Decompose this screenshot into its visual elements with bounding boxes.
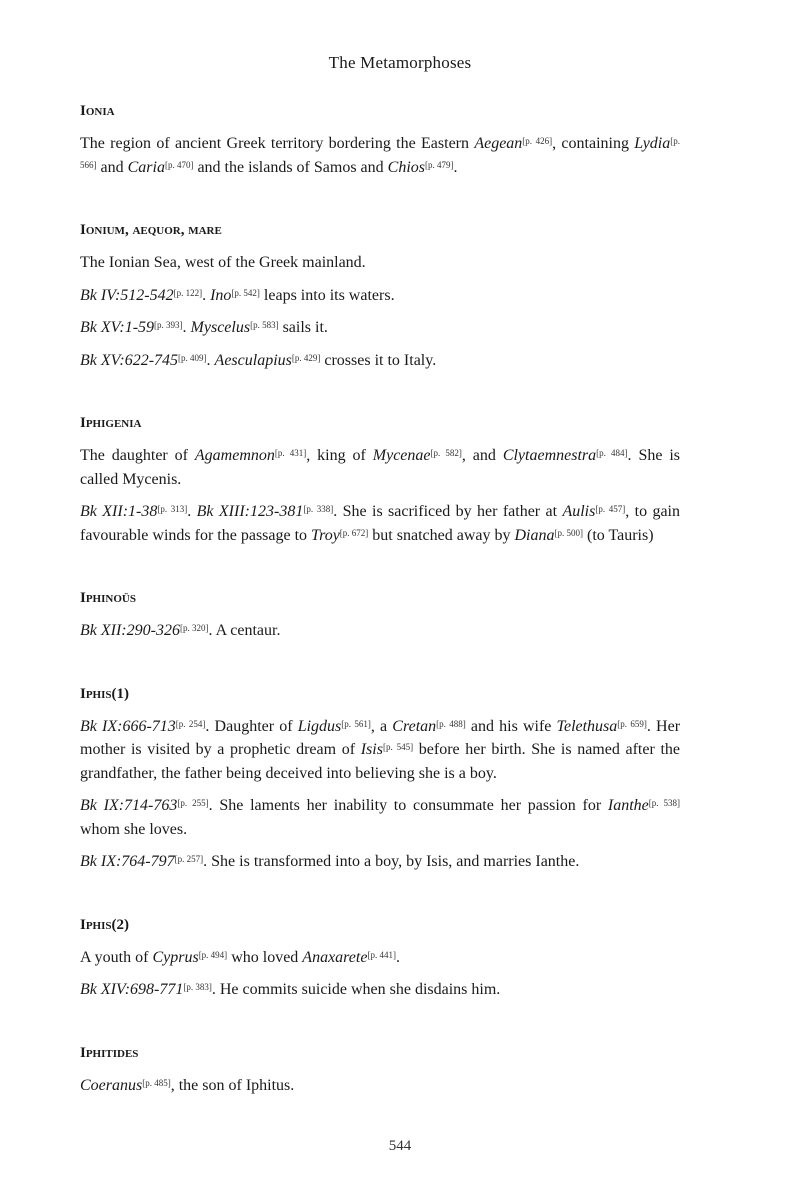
page-reference-link[interactable]: [p. 393]	[154, 320, 183, 330]
entry	[80, 587, 680, 643]
entry-headword: Ionia	[80, 103, 115, 119]
page-reference-link[interactable]: [p. 485]	[142, 1077, 171, 1088]
body-text: . Her mother is visited by a prophetic dream of	[80, 717, 681, 758]
page-reference-link[interactable]: [p. 383]	[183, 982, 212, 992]
entry-paragraph	[80, 1074, 680, 1098]
cross-reference-term: Isis	[360, 741, 383, 758]
entry-paragraph	[80, 850, 680, 874]
cross-reference-term: Bk IX:714-763	[80, 797, 178, 814]
entry-paragraph	[80, 500, 680, 547]
body-text: but snatched away by	[368, 526, 515, 544]
cross-reference-term: Bk IV:512-542	[80, 286, 174, 304]
cross-reference-term: Chios	[387, 158, 425, 176]
entry-headword: Iphinoüs	[80, 590, 136, 606]
body-text: .	[187, 503, 197, 520]
body-text: . A centaur.	[208, 622, 281, 639]
page-reference-link[interactable]: [p. 338]	[303, 504, 334, 514]
page-reference-link[interactable]: [p. 500]	[554, 527, 583, 538]
entry-paragraph	[80, 316, 680, 340]
page-reference-link[interactable]: [p. 672]	[339, 527, 369, 538]
entry-headword: Iphitides	[80, 1044, 139, 1061]
body-text: whom she loves.	[80, 820, 188, 838]
cross-reference-term: Aegean	[474, 135, 523, 152]
entry-paragraph	[80, 349, 680, 373]
page-reference-link[interactable]: [p. 488]	[436, 718, 466, 729]
entry-paragraph	[80, 794, 680, 841]
page-reference-link[interactable]: [p. 494]	[198, 949, 228, 960]
entry-paragraph	[80, 284, 680, 308]
body-text: .	[202, 286, 211, 304]
page-reference-link[interactable]: [p. 429]	[291, 352, 321, 363]
cross-reference-term: Lydia	[634, 135, 671, 152]
cross-reference-term: Bk XII:1-38	[80, 503, 158, 520]
cross-reference-term: Diana	[514, 526, 555, 544]
entry-paragraph	[80, 978, 680, 1002]
entry-headword: Iphis(2)	[80, 916, 130, 933]
body-text: and	[96, 158, 128, 176]
page-reference-link[interactable]: [p. 122]	[173, 287, 203, 298]
body-text: The Ionian Sea, west of the Greek mainland.	[80, 254, 366, 271]
cross-reference-term: Troy	[311, 526, 340, 544]
body-text: . She is sacrificed by her father at	[333, 503, 563, 520]
cross-reference-term: Agamemnon	[194, 447, 275, 464]
page-reference-link[interactable]: [p. 545]	[382, 742, 414, 752]
entry-paragraph	[80, 132, 680, 179]
page-reference-link[interactable]: [p. 484]	[596, 448, 628, 458]
page-reference-link[interactable]: [p. 538]	[648, 798, 680, 808]
cross-reference-term: Myscelus	[190, 319, 251, 336]
entry-paragraph	[80, 444, 680, 491]
cross-reference-term: Aesculapius	[214, 351, 292, 369]
page-reference-link[interactable]: [p. 409]	[178, 352, 207, 363]
page-reference-link[interactable]: [p. 257]	[174, 854, 204, 864]
cross-reference-term: Bk XV:622-745	[80, 351, 179, 369]
page-reference-link[interactable]: [p. 320]	[179, 623, 209, 633]
page-reference-link[interactable]: [p. 561]	[341, 718, 371, 729]
body-text: .	[182, 319, 191, 336]
body-text: .	[206, 351, 215, 369]
cross-reference-term: Caria	[127, 158, 165, 176]
page-reference-link[interactable]: [p. 441]	[367, 949, 396, 960]
cross-reference-term: Cretan	[392, 717, 437, 735]
entry	[80, 412, 680, 547]
dictionary-entries	[80, 100, 680, 1137]
cross-reference-term: Ino	[210, 286, 232, 304]
page-reference-link[interactable]: [p. 542]	[231, 287, 260, 298]
body-text: , a	[370, 717, 393, 735]
entry	[80, 914, 680, 1002]
body-text: . He commits suicide when she disdains him.	[211, 981, 501, 998]
body-text: . Daughter of	[205, 717, 298, 735]
body-text: sails it.	[278, 319, 328, 336]
body-text: . She laments her inability to consummate her passion for	[208, 797, 608, 814]
page-reference-link[interactable]: [p. 470]	[164, 159, 194, 170]
page-reference-link[interactable]: [p. 426]	[522, 136, 553, 146]
body-text: The daughter of	[80, 447, 195, 464]
body-text: , containing	[552, 135, 635, 152]
page-reference-link[interactable]: [p. 582]	[430, 448, 462, 458]
body-text: . She is called Mycenis.	[80, 447, 681, 488]
body-text: and his wife	[465, 717, 557, 735]
cross-reference-term: Bk XV:1-59	[80, 319, 155, 336]
body-text: . She is transformed into a boy, by Isis, and marries Ianthe.	[203, 853, 580, 870]
body-text: crosses it to Italy.	[320, 351, 437, 369]
body-text: , the son of Iphitus.	[170, 1076, 295, 1094]
entry-headword: Iphis(1)	[80, 685, 130, 702]
cross-reference-term: Ligdus	[297, 717, 342, 735]
page-reference-link[interactable]: [p. 583]	[250, 320, 279, 330]
page-reference-link[interactable]: [p. 479]	[425, 159, 454, 170]
cross-reference-term: Ianthe	[607, 797, 649, 814]
cross-reference-term: Telethusa	[556, 717, 618, 735]
body-text: The region of ancient Greek territory bordering the Eastern	[80, 135, 475, 152]
cross-reference-term: Bk XII:290-326	[80, 622, 180, 639]
cross-reference-term: Bk XIV:698-771	[80, 981, 184, 998]
body-text: , and	[461, 447, 503, 464]
page-reference-link[interactable]: [p. 457]	[595, 504, 626, 514]
body-text: A youth of	[80, 948, 153, 966]
entry-headword: Iphigenia	[80, 415, 142, 431]
page-reference-link[interactable]: [p. 566]	[80, 136, 680, 170]
cross-reference-term: Bk XIII:123-381	[196, 503, 304, 520]
entry-paragraph	[80, 715, 680, 786]
page-number: 544	[388, 1138, 412, 1154]
entry-paragraph	[80, 946, 680, 970]
body-text: and the islands of Samos and	[193, 158, 388, 176]
entry	[80, 683, 680, 874]
body-text: .	[453, 158, 458, 176]
cross-reference-term: Bk IX:764-797	[80, 853, 175, 870]
body-text: , to gain favourable winds for the passage to	[80, 503, 681, 544]
entry	[80, 1042, 680, 1098]
cross-reference-term: Bk IX:666-713	[80, 717, 176, 735]
body-text: , king of	[306, 447, 373, 464]
body-text: (to Tauris)	[582, 526, 654, 544]
entry-paragraph	[80, 251, 680, 275]
entry-paragraph	[80, 619, 680, 643]
entry	[80, 219, 680, 372]
cross-reference-term: Cyprus	[152, 948, 199, 966]
page-reference-link[interactable]: [p. 313]	[157, 504, 188, 514]
entry-headword: Ionium, aequor, mare	[80, 222, 222, 238]
body-text: before her birth. She is named after the grandfather, the father being deceived into believing she is a boy.	[80, 741, 681, 782]
running-head: The Metamorphoses	[328, 53, 472, 72]
page-reference-link[interactable]: [p. 254]	[175, 718, 206, 729]
cross-reference-term: Clytaemnestra	[502, 447, 597, 464]
page-reference-link[interactable]: [p. 431]	[274, 448, 307, 458]
body-text: who loved	[227, 948, 303, 966]
entry	[80, 100, 680, 179]
cross-reference-term: Coeranus	[80, 1076, 143, 1094]
cross-reference-term: Mycenae	[372, 447, 431, 464]
cross-reference-term: Anaxarete	[302, 948, 368, 966]
page-reference-link[interactable]: [p. 255]	[177, 798, 209, 808]
body-text: leaps into its waters.	[259, 286, 395, 304]
cross-reference-term: Aulis	[562, 503, 596, 520]
page-reference-link[interactable]: [p. 659]	[617, 718, 647, 729]
body-text: .	[395, 948, 400, 966]
